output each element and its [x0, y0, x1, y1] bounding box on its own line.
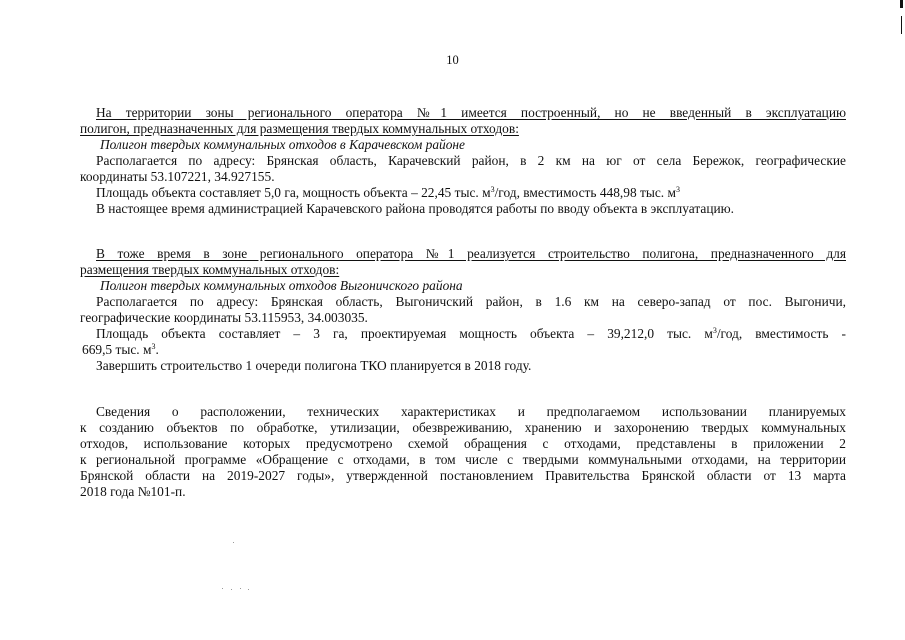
area-text-continued: /год, вместимость -: [716, 326, 846, 341]
scan-edge-mark-top: [900, 0, 903, 8]
section-heading-line: размещения твердых коммунальных отходов:: [80, 262, 340, 277]
scan-speck: [233, 542, 234, 543]
status-line: В настоящее время администрацией Карачевского района проводятся работы по вводу объекта в эксплуатацию.: [96, 201, 735, 216]
address-line: Располагается по адресу: Брянская область, Выгоничский район, в 1.6 км на северо-запад от пос. Выгоничи,: [96, 294, 846, 309]
area-capacity-line: [80, 326, 846, 342]
section-heading-line: полигон, предназначенных для размещения твердых коммунальных отходов:: [80, 121, 519, 136]
capacity-end: .: [155, 342, 159, 357]
area-text-continued: /год, вместимость 448,98 тыс. м: [494, 185, 676, 200]
scan-speck: [248, 589, 249, 590]
area-text: Площадь объекта составляет – 3 га, проектируемая мощность объекта – 39,212,0 тыс. м: [96, 326, 713, 341]
paragraph-line: к созданию объектов по обработке, утилизации, обезвреживанию, хранению и захоронению твердых коммунальных: [80, 420, 846, 435]
area-capacity-line: [80, 185, 846, 201]
paragraph-line: Брянской области на 2019-2027 годы», утвержденной постановлением Правительства Брянской области от 13 марта: [80, 468, 846, 483]
unit-superscript: 3: [675, 185, 680, 194]
page-number: 10: [446, 53, 459, 67]
capacity-line: [80, 342, 846, 358]
scan-speck: [240, 588, 241, 589]
section-heading-line: В тоже время в зоне регионального оператора №1 реализуется строительство полигона, предназначенного для: [96, 246, 846, 261]
section-built-landfill: [80, 105, 846, 217]
section-heading-line: На территории зоны регионального оператора №1 имеется построенный, но не введенный в эксплуатацию: [96, 105, 846, 120]
section-landfill-under-construction: [80, 246, 846, 374]
area-text: Площадь объекта составляет 5,0 га, мощность объекта – 22,45 тыс. м: [96, 185, 491, 200]
scan-speck: [222, 588, 223, 589]
paragraph-line: к региональной программе «Обращение с отходами, в том числе с твердыми коммунальными отходами, на территории: [80, 452, 846, 467]
section-information-paragraph: [80, 404, 846, 500]
capacity-value: 669,5 тыс. м: [82, 342, 152, 357]
address-line: Располагается по адресу: Брянская область, Карачевский район, в 2 км на юг от села Бережок, географические: [96, 153, 846, 168]
paragraph-line: отходов, использование которых предусмотрено схемой обращения с отходами, представлены в приложении 2: [80, 436, 846, 451]
coordinates-line: географические координаты 53.115953, 34.003035.: [80, 310, 368, 325]
coordinates-line: координаты 53.107221, 34.927155.: [80, 169, 275, 184]
paragraph-line: 2018 года №101-п.: [80, 484, 186, 499]
scan-speck: [231, 589, 232, 590]
unit-superscript: 3: [712, 326, 717, 335]
paragraph-line: Сведения о расположении, технических характеристиках и предполагаемом использовании планируемых: [96, 404, 846, 419]
landfill-subtitle: Полигон твердых коммунальных отходов в Карачевском районе: [100, 137, 465, 152]
unit-superscript: 3: [151, 342, 156, 351]
unit-superscript: 3: [490, 185, 495, 194]
scan-edge-mark-side: [901, 16, 902, 34]
completion-line: Завершить строительство 1 очереди полигона ТКО планируется в 2018 году.: [96, 358, 532, 373]
landfill-subtitle: Полигон твердых коммунальных отходов Выгоничского района: [100, 278, 463, 293]
